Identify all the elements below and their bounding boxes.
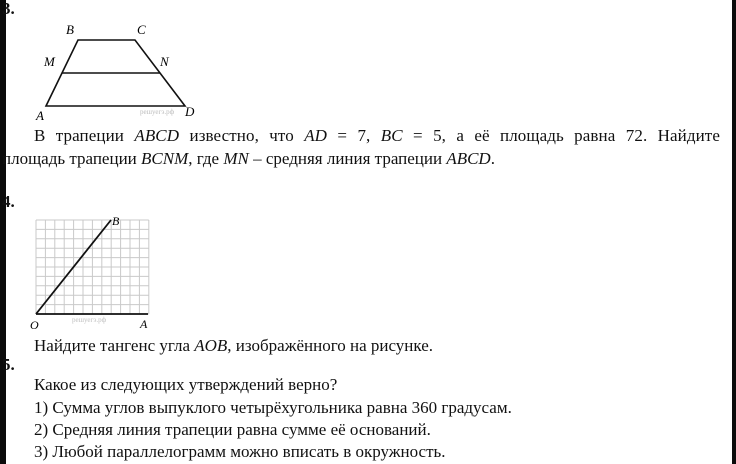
label-o: O — [30, 318, 39, 332]
problem-3-line-1: В трапеции ABCD известно, что AD = 7, BC = 5, а её площадь равна 72. Найдите — [34, 126, 720, 145]
watermark: решуегэ.рф — [72, 316, 107, 324]
problem-4-line-1: Найдите тангенс угла AOB, изображённого на рисунке. — [34, 336, 434, 355]
label-c: C — [137, 22, 146, 37]
grid-lines — [36, 220, 149, 314]
grid-figure — [30, 214, 154, 332]
label-m: M — [44, 54, 55, 69]
problem-4-number: 4. — [2, 192, 15, 211]
label-d: D — [185, 104, 195, 119]
problem-5-question: Какое из следующих утверждений верно? — [34, 375, 338, 394]
label-a: A — [140, 317, 148, 331]
label-n: N — [160, 54, 169, 69]
trapezoid-figure — [30, 22, 220, 123]
watermark: решуегэ.рф — [140, 108, 175, 116]
problem-5-option-2: 2) Средняя линия трапеции равна сумме её оснований. — [34, 420, 431, 439]
problem-3-line-2: площадь трапеции BCNM, где MN – средняя линия трапеции ABCD. — [2, 149, 495, 168]
label-b: B — [66, 22, 74, 37]
problem-3-number: 3. — [2, 0, 15, 18]
problem-5-option-3: 3) Любой параллелограмм можно вписать в окружность. — [34, 442, 446, 461]
problem-5-option-1: 1) Сумма углов выпуклого четырёхугольника равна 360 градусам. — [34, 398, 512, 417]
problem-5-number: 5. — [2, 355, 15, 374]
right-frame-edge — [732, 0, 736, 464]
label-a: A — [36, 108, 44, 123]
left-frame-edge — [0, 0, 6, 464]
label-b: B — [112, 214, 120, 228]
